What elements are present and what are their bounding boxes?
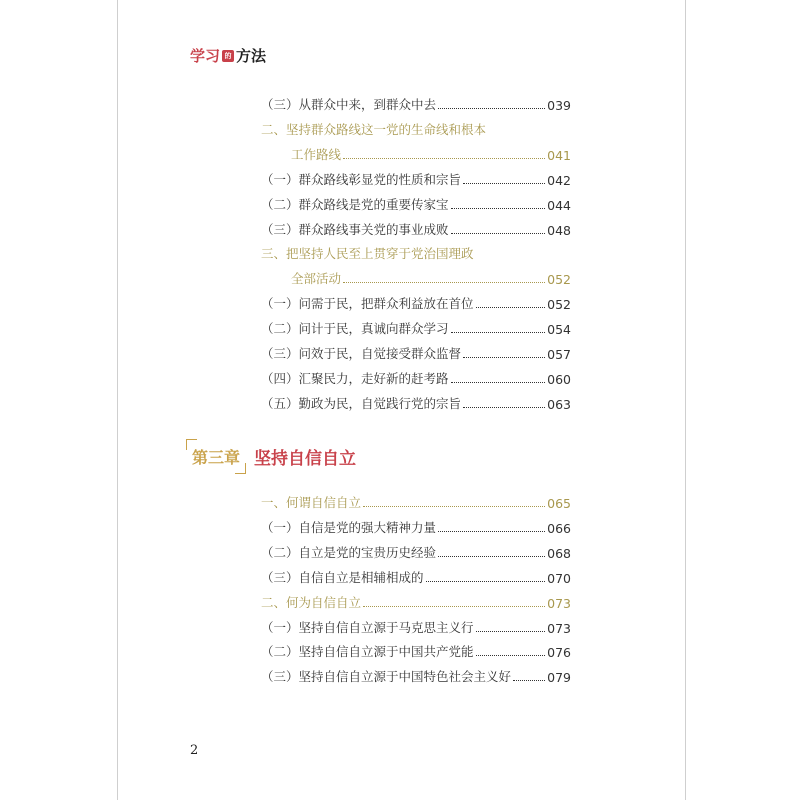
- toc-entry-page: 057: [547, 347, 571, 362]
- header-part1: 学习: [190, 47, 221, 65]
- toc-entry[interactable]: [261, 541, 571, 561]
- header-seal: 的: [222, 50, 234, 62]
- toc-entry-title: 三、把坚持人民至上贯穿于党治国理政: [261, 246, 474, 262]
- toc-entry[interactable]: [261, 342, 571, 362]
- toc-entry-page: 060: [547, 371, 571, 387]
- dot-leader: [438, 531, 545, 532]
- toc-entry-title: 全部活动: [291, 271, 342, 287]
- toc-entry[interactable]: [291, 267, 571, 287]
- toc-entry-title: 二、何为自信自立: [261, 594, 362, 610]
- toc-entry-title: （三）坚持自信自立源于中国特色社会主义好: [261, 669, 512, 685]
- dot-leader: [451, 208, 546, 209]
- toc-entry[interactable]: [261, 193, 571, 213]
- page-edge-right: [685, 0, 686, 800]
- dot-leader: [463, 407, 545, 408]
- toc-entry-page: 054: [547, 322, 571, 338]
- toc-entry[interactable]: [261, 616, 571, 636]
- dot-leader: [343, 282, 545, 283]
- toc-entry[interactable]: [261, 168, 571, 188]
- toc-entry[interactable]: [261, 317, 571, 337]
- page-number: 2: [190, 743, 199, 758]
- dot-leader: [476, 631, 546, 632]
- toc-entry[interactable]: [261, 640, 571, 660]
- chapter-heading: [186, 440, 356, 472]
- toc-entry-page: 070: [547, 570, 571, 586]
- toc-entry-title: （二）问计于民，真诚向群众学习: [261, 321, 449, 337]
- toc-entry[interactable]: [261, 118, 571, 138]
- dot-leader: [438, 108, 545, 109]
- toc-entry-page: 039: [547, 98, 571, 113]
- toc-entry-title: （三）从群众中来，到群众中去: [261, 97, 437, 112]
- toc-entry[interactable]: [261, 392, 571, 412]
- toc-entry-title: （二）自立是党的宝贵历史经验: [261, 544, 437, 560]
- toc-entry[interactable]: [261, 491, 571, 511]
- toc-entry[interactable]: [261, 242, 571, 262]
- dot-leader: [363, 506, 545, 507]
- toc-entry-page: 079: [547, 670, 571, 686]
- dot-leader: [343, 158, 545, 159]
- toc-entry-page: 052: [547, 272, 571, 288]
- dot-leader: [463, 357, 545, 358]
- toc-entry-title: （一）自信是党的强大精神力量: [261, 519, 437, 535]
- toc-entry-page: 042: [547, 172, 571, 188]
- toc-entry-page: 065: [547, 496, 571, 511]
- toc-entry-page: 066: [547, 520, 571, 536]
- toc-entry-title: （四）汇聚民力，走好新的赶考路: [261, 370, 449, 386]
- toc-entry-title: 工作路线: [291, 146, 342, 162]
- dot-leader: [451, 233, 546, 234]
- toc-entry[interactable]: [261, 516, 571, 536]
- page-edge-left: [117, 0, 118, 800]
- toc-entry[interactable]: [291, 143, 571, 163]
- dot-leader: [513, 680, 545, 681]
- dot-leader: [476, 655, 546, 656]
- dot-leader: [451, 332, 546, 333]
- toc-entry-page: 076: [547, 645, 571, 661]
- running-header: [190, 45, 266, 66]
- toc-entry-title: （三）问效于民，自觉接受群众监督: [261, 346, 462, 361]
- header-part2: 方法: [236, 47, 267, 65]
- toc-entry-page: 044: [547, 197, 571, 213]
- dot-leader: [463, 183, 545, 184]
- toc-entry[interactable]: [261, 93, 571, 113]
- dot-leader: [451, 382, 546, 383]
- toc-entry[interactable]: [261, 566, 571, 586]
- toc-entry[interactable]: [261, 218, 571, 238]
- toc-entry-title: 一、何谓自信自立: [261, 495, 362, 510]
- toc-entry-page: 073: [547, 620, 571, 636]
- toc-entry-title: （一）坚持自信自立源于马克思主义行: [261, 619, 474, 635]
- toc-entry-title: （三）自信自立是相辅相成的: [261, 569, 424, 585]
- toc-entry[interactable]: [261, 367, 571, 387]
- toc-entry-title: （五）勤政为民，自觉践行党的宗旨: [261, 395, 462, 411]
- toc-entry-title: （二）群众路线是党的重要传家宝: [261, 196, 449, 212]
- dot-leader: [363, 606, 545, 607]
- toc-entry-title: 二、坚持群众路线这一党的生命线和根本: [261, 121, 487, 137]
- dot-leader: [426, 581, 546, 582]
- toc-entry-title: （一）群众路线彰显党的性质和宗旨: [261, 171, 462, 187]
- toc-entry-page: 073: [547, 595, 571, 611]
- chapter-label: 第三章: [186, 445, 246, 468]
- toc-entry[interactable]: [261, 292, 571, 312]
- dot-leader: [476, 307, 546, 308]
- toc-entry-page: 063: [547, 396, 571, 412]
- dot-leader: [438, 556, 545, 557]
- toc-entry-page: 048: [547, 222, 571, 238]
- chapter-title: 坚持自信自立: [254, 448, 357, 469]
- toc-entry-title: （三）群众路线事关党的事业成败: [261, 221, 449, 237]
- toc-entry-title: （二）坚持自信自立源于中国共产党能: [261, 644, 474, 660]
- toc-entry-page: 041: [547, 147, 571, 163]
- toc-entry-title: （一）问需于民，把群众利益放在首位: [261, 296, 474, 312]
- toc-entry-page: 068: [547, 545, 571, 561]
- toc-entry-page: 052: [547, 297, 571, 313]
- toc-entry[interactable]: [261, 665, 571, 685]
- toc-entry[interactable]: [261, 591, 571, 611]
